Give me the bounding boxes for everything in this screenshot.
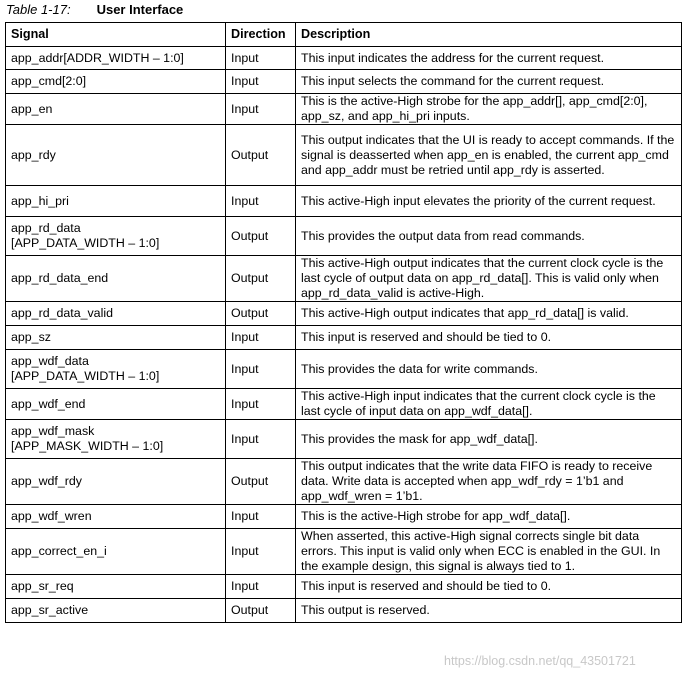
table-number: Table 1-17: [6,2,71,17]
table-row [6,186,682,217]
signal-cell: app_sr_active [6,599,226,623]
watermark-url: https://blog.csdn.net/qq_43501721 [444,654,636,668]
signal-cell: app_rdy [6,125,226,186]
table-row [6,326,682,350]
description-cell: This input is reserved and should be tied to 0. [296,575,682,599]
description-cell: This provides the mask for app_wdf_data[]. [296,420,682,459]
direction-cell: Input [226,420,296,459]
description-cell: This active-High output indicates that app_rd_data[] is valid. [296,302,682,326]
direction-cell: Output [226,459,296,505]
description-cell: This output indicates that the write data FIFO is ready to receive data. Write data is accepted when app_wdf_rdy = 1’b1 and app_wdf_wren = 1’b1. [296,459,682,505]
direction-cell: Input [226,350,296,389]
signal-cell: app_correct_en_i [6,529,226,575]
table-row [6,125,682,186]
direction-cell: Input [226,529,296,575]
signal-cell: app_wdf_end [6,389,226,420]
direction-cell: Output [226,599,296,623]
table-row [6,575,682,599]
signal-cell: app_wdf_mask [APP_MASK_WIDTH – 1:0] [6,420,226,459]
signal-cell: app_sz [6,326,226,350]
direction-cell: Output [226,302,296,326]
description-cell: This active-High input indicates that the current clock cycle is the last cycle of input data on app_wdf_data[]. [296,389,682,420]
description-cell: This active-High input elevates the priority of the current request. [296,186,682,217]
signal-cell: app_rd_data [APP_DATA_WIDTH – 1:0] [6,217,226,256]
table-row [6,505,682,529]
description-cell: This is the active-High strobe for app_wdf_data[]. [296,505,682,529]
table-row [6,459,682,505]
description-cell: This active-High output indicates that the current clock cycle is the last cycle of output data on app_rd_data[]. This is valid only when app_rd_data_valid is active-High. [296,256,682,302]
direction-cell: Output [226,217,296,256]
signal-cell: app_rd_data_valid [6,302,226,326]
description-cell: This input is reserved and should be tied to 0. [296,326,682,350]
direction-cell: Input [226,575,296,599]
table-row [6,217,682,256]
column-header-signal: Signal [6,23,226,47]
table-row [6,47,682,70]
table-row [6,599,682,623]
description-cell: This output indicates that the UI is ready to accept commands. If the signal is deasserted when app_en is enabled, the current app_cmd and app_addr must be retried until app_rdy is asserted. [296,125,682,186]
table-row [6,256,682,302]
signal-cell: app_sr_req [6,575,226,599]
direction-cell: Input [226,326,296,350]
table-row [6,389,682,420]
signal-cell: app_en [6,94,226,125]
direction-cell: Input [226,94,296,125]
description-cell: This provides the output data from read commands. [296,217,682,256]
column-header-description: Description [296,23,682,47]
table-row [6,529,682,575]
direction-cell: Input [226,389,296,420]
table-row [6,350,682,389]
table-row [6,70,682,94]
direction-cell: Input [226,47,296,70]
direction-cell: Input [226,70,296,94]
table-caption [6,1,183,21]
direction-cell: Input [226,186,296,217]
signal-cell: app_addr[ADDR_WIDTH – 1:0] [6,47,226,70]
direction-cell: Output [226,256,296,302]
table-row [6,420,682,459]
signal-cell: app_wdf_data [APP_DATA_WIDTH – 1:0] [6,350,226,389]
table-title: User Interface [96,2,184,17]
table-row [6,302,682,326]
description-cell: When asserted, this active-High signal corrects single bit data errors. This input is valid only when ECC is enabled in the GUI. In the example design, this signal is always tied to 1. [296,529,682,575]
signal-cell: app_wdf_rdy [6,459,226,505]
signal-cell: app_wdf_wren [6,505,226,529]
table-row [6,94,682,125]
direction-cell: Output [226,125,296,186]
user-interface-table [5,22,682,623]
description-cell: This provides the data for write commands. [296,350,682,389]
column-header-direction: Direction [226,23,296,47]
table-header-row [6,23,682,47]
description-cell: This input indicates the address for the current request. [296,47,682,70]
signal-cell: app_cmd[2:0] [6,70,226,94]
direction-cell: Input [226,505,296,529]
description-cell: This output is reserved. [296,599,682,623]
description-cell: This input selects the command for the current request. [296,70,682,94]
signal-cell: app_hi_pri [6,186,226,217]
signal-cell: app_rd_data_end [6,256,226,302]
description-cell: This is the active-High strobe for the app_addr[], app_cmd[2:0], app_sz, and app_hi_pri inputs. [296,94,682,125]
